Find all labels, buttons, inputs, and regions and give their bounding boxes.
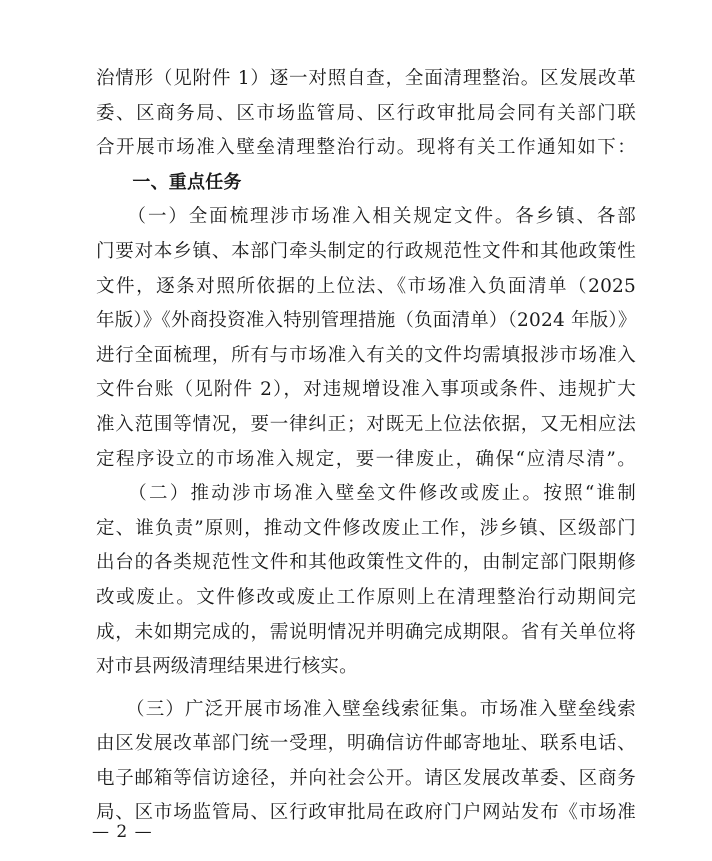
paragraph-task-1 [96, 200, 636, 477]
text-line: 对市县两级清理结果进行核实。 [96, 656, 358, 678]
text-line: 电子邮箱等信访途径，并向社会公开。请区发展改革委、区商务 [96, 767, 636, 789]
text-line: 定程序设立的市场准入规定，要一律废止，确保“应清尽清”。 [96, 448, 636, 470]
text-line: （三）广泛开展市场准入壁垒线索征集。市场准入壁垒线索 [96, 698, 636, 720]
document-body [96, 62, 636, 831]
text-line: 改或废止。文件修改或废止工作原则上在清理整治行动期间完 [96, 586, 636, 608]
text-line: （二）推动涉市场准入壁垒文件修改或废止。按照“谁制 [96, 483, 636, 505]
section-heading [96, 166, 636, 201]
paragraph-gap [96, 685, 636, 693]
text-line: 进行全面梳理，所有与市场准入有关的文件均需填报涉市场准入 [96, 344, 636, 366]
text-line: 治情形（见附件 1）逐一对照自查，全面清理整治。区发展改革 [96, 68, 636, 89]
heading-text: 一、重点任务 [96, 171, 242, 193]
text-line: 由区发展改革部门统一受理，明确信访件邮寄地址、联系电话、 [96, 733, 636, 755]
text-line: 门要对本乡镇、本部门牵头制定的行政规范性文件和其他政策性 [96, 240, 636, 262]
text-line: 定、谁负责”原则，推动文件修改废止工作，涉乡镇、区级部门 [96, 517, 636, 539]
text-line: 文件，逐条对照所依据的上位法、《市场准入负面清单（2025 [96, 275, 636, 297]
text-line: 局、区市场监管局、区行政审批局在政府门户网站发布《市场准 [96, 802, 636, 824]
text-line: 成，未如期完成的，需说明情况并明确完成期限。省有关单位将 [96, 621, 636, 643]
text-line: 年版）》《外商投资准入特别管理措施（负面清单）（2024 年版）》 [96, 310, 637, 332]
page-number: — 2 — [92, 822, 153, 842]
paragraph-task-2 [96, 477, 636, 685]
text-line: 委、区商务局、区市场监管局、区行政审批局会同有关部门联 [96, 102, 636, 124]
text-line: 出台的各类规范性文件和其他政策性文件的，由制定部门限期修 [96, 552, 636, 574]
paragraph-task-3 [96, 693, 636, 831]
paragraph-intro [96, 62, 636, 166]
text-line: 文件台账（见附件 2），对违规增设准入事项或条件、违规扩大 [96, 379, 636, 401]
text-line: 准入范围等情况，要一律纠正；对既无上位法依据，又无相应法 [96, 413, 636, 435]
text-line: （一）全面梳理涉市场准入相关规定文件。各乡镇、各部 [96, 206, 636, 228]
text-line: 合开展市场准入壁垒清理整治行动。现将有关工作通知如下： [96, 137, 636, 159]
